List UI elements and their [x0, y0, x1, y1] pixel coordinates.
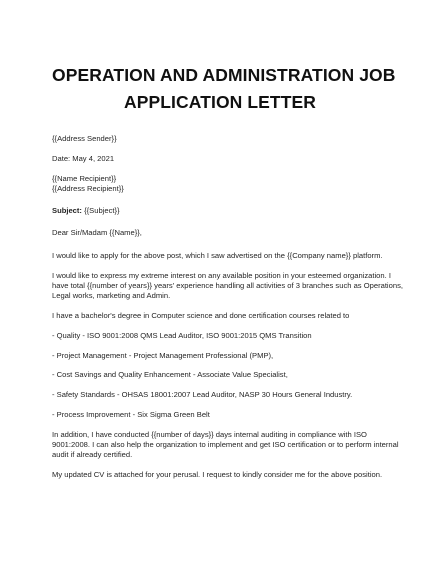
certification-item: - Process Improvement - Six Sigma Green Belt	[52, 409, 210, 419]
name-recipient: {{Name Recipient}}	[52, 173, 117, 183]
paragraph-interest-line: I would like to express my extreme interest on any available position in your esteemed organization. I	[52, 270, 391, 280]
letter-body	[52, 134, 403, 480]
address-recipient: {{Address Recipient}}	[52, 183, 124, 193]
certification-item: - Project Management - Project Management Professional (PMP),	[52, 350, 274, 360]
certification-item: - Safety Standards - OHSAS 18001:2007 Lead Auditor, NASP 30 Hours General Industry.	[52, 390, 353, 400]
letter-title	[52, 0, 396, 116]
certification-item: - Cost Savings and Quality Enhancement - Associate Value Specialist,	[52, 370, 288, 380]
salutation: Dear Sir/Madam {{Name}},	[52, 228, 142, 238]
paragraph-interest	[52, 270, 403, 302]
recipient-block	[52, 174, 388, 195]
certification-item: - Quality - ISO 9001:2008 QMS Lead Auditor, ISO 9001:2015 QMS Transition	[52, 330, 312, 340]
paragraph-auditing-line: In addition, I have conducted {{number of days}} days internal auditing in compliance with ISO	[52, 429, 367, 439]
letter-date: Date: May 4, 2021	[52, 153, 115, 163]
title-line-1: OPERATION AND ADMINISTRATION JOB	[52, 65, 396, 85]
paragraph-auditing-line: 9001:2008. I can also help the organization to implement and get ISO certification or to perform internal	[52, 440, 399, 450]
paragraph-auditing	[52, 429, 399, 461]
subject-value: {{Subject}}	[81, 206, 120, 216]
subject-line	[52, 206, 388, 216]
paragraph-interest-line: Legal works, marketing and Admin.	[52, 291, 171, 301]
title-line-2: APPLICATION LETTER	[123, 92, 317, 112]
address-sender: {{Address Sender}}	[52, 134, 117, 143]
paragraph-auditing-line: audit if already certified.	[52, 450, 133, 460]
paragraph-apply: I would like to apply for the above post, which I saw advertised on the {{Company name}} platform.	[52, 250, 383, 260]
paragraph-closing: My updated CV is attached for your perusal. I request to kindly consider me for the above position.	[52, 470, 383, 480]
paragraph-degree: I have a bachelor's degree in Computer science and done certification courses related to	[52, 310, 350, 320]
subject-label: Subject:	[52, 206, 82, 216]
paragraph-interest-line: have total {{number of years}} years' experience handling all activities of 3 branches such as Operations,	[52, 280, 403, 290]
